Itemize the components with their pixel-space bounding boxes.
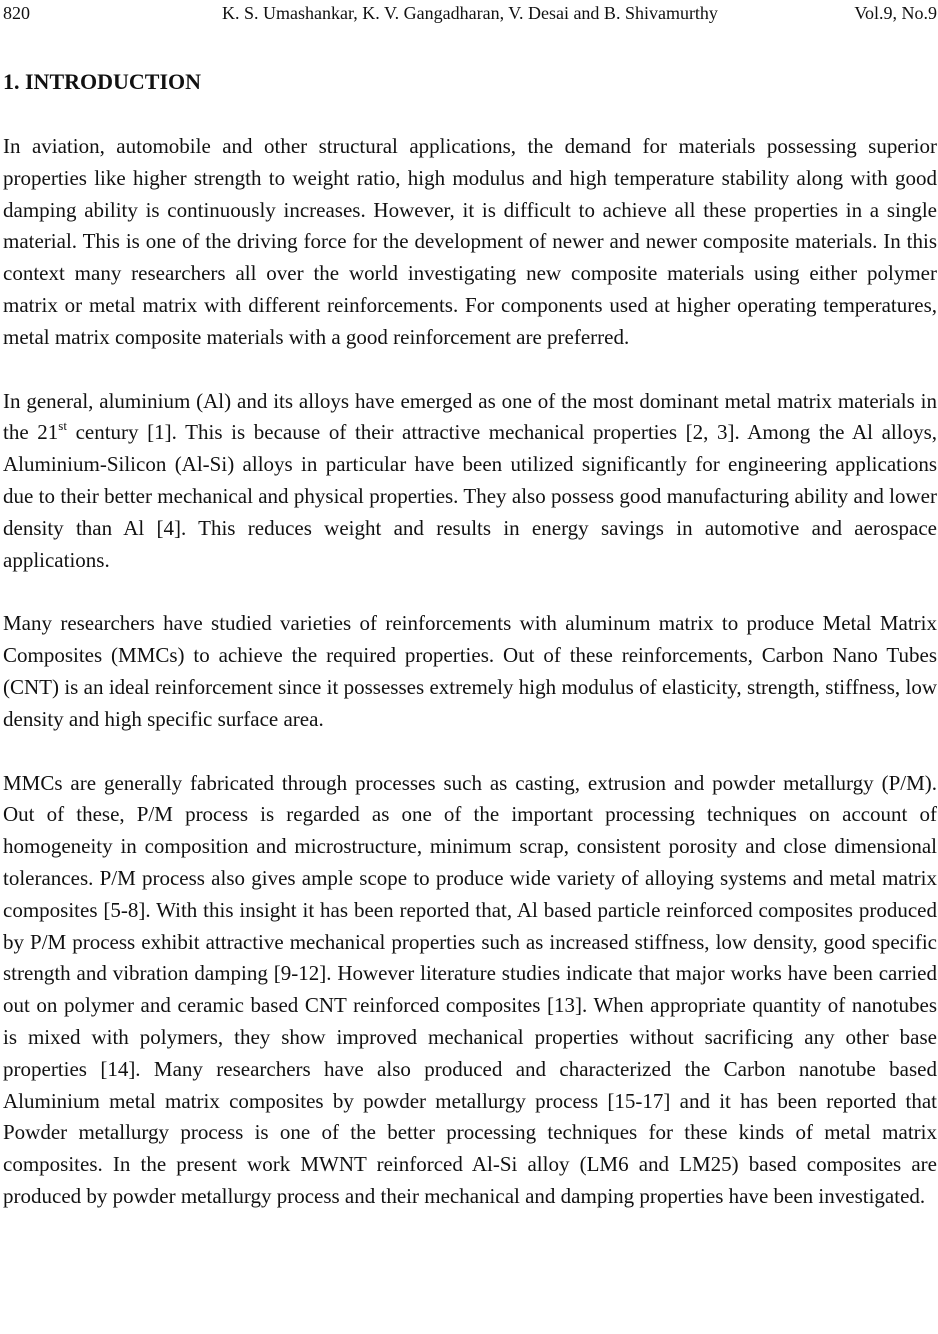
journal-page [3, 0, 937, 1213]
ordinal-superscript: st [58, 418, 67, 434]
running-header-authors: K. S. Umashankar, K. V. Gangadharan, V. Desai and B. Shivamurthy [222, 3, 718, 23]
paragraph-text: In general, aluminium (Al) and its alloys have emerged as one of the most dominant metal matrix materials in the 21 [3, 388, 937, 445]
journal-volume: Vol.9, No.9 [854, 3, 937, 23]
page-number: 820 [3, 3, 30, 23]
paragraph-text: century [1]. This is because of their attractive mechanical properties [2, 3]. Among the Al alloys, Aluminium-Silicon (Al-Si) alloys in particular have been utilized significantly for engineering applications due to their better mechanical and physical properties. They also possess good manufacturing ability and lower density than Al [4]. This reduces weight and results in energy savings in automotive and aerospace applications. [3, 420, 937, 572]
section-heading: 1. INTRODUCTION [3, 69, 202, 94]
paragraph-powder-metallurgy: MMCs are generally fabricated through processes such as casting, extrusion and powder metallurgy (P/M). Out of these, P/M process is regarded as one of the important processing techniques on account of homogeneity in composition and microstructure, minimum scrap, consistent porosity and close dimensional tolerances. P/M process also gives ample scope to produce wide variety of alloying systems and metal matrix composites [5-8]. With this insight it has been reported that, Al based particle reinforced composites produced by P/M process exhibit attractive mechanical properties such as increased stiffness, low density, good specific strength and vibration damping [9-12]. However literature studies indicate that major works have been carried out on polymer and ceramic based CNT reinforced composites [13]. When appropriate quantity of nanotubes is mixed with polymers, they show improved mechanical properties without sacrificing any other base properties [14]. Many researchers have also produced and characterized the Carbon nanotube based Aluminium metal matrix composites by powder metallurgy process [15-17] and it has been reported that Powder metallurgy process is one of the better processing techniques for these kinds of metal matrix composites. In the present work MWNT reinforced Al-Si alloy (LM6 and LM25) based composites are produced by powder metallurgy process and their mechanical and damping properties have been investigated. [3, 770, 937, 1208]
paragraph-aviation-demand: In aviation, automobile and other structural applications, the demand for materials possessing superior properties like higher strength to weight ratio, high modulus and high temperature stability along with good damping ability is continuously increases. However, it is difficult to achieve all these properties in a single material. This is one of the driving force for the development of newer and newer composite materials. In this context many researchers all over the world investigating new composite materials using either polymer matrix or metal matrix with different reinforcements. For components used at higher operating temperatures, metal matrix composite materials with a good reinforcement are preferred. [3, 134, 937, 349]
paragraph-cnt-reinforcement: Many researchers have studied varieties of reinforcements with aluminum matrix to produce Metal Matrix Composites (MMCs) to achieve the required properties. Out of these reinforcements, Carbon Nano Tubes (CNT) is an ideal reinforcement since it possesses extremely high modulus of elasticity, strength, stiffness, low density and high specific surface area. [3, 611, 937, 731]
running-header [3, 0, 937, 26]
paragraph-aluminium-alloys [3, 386, 937, 577]
